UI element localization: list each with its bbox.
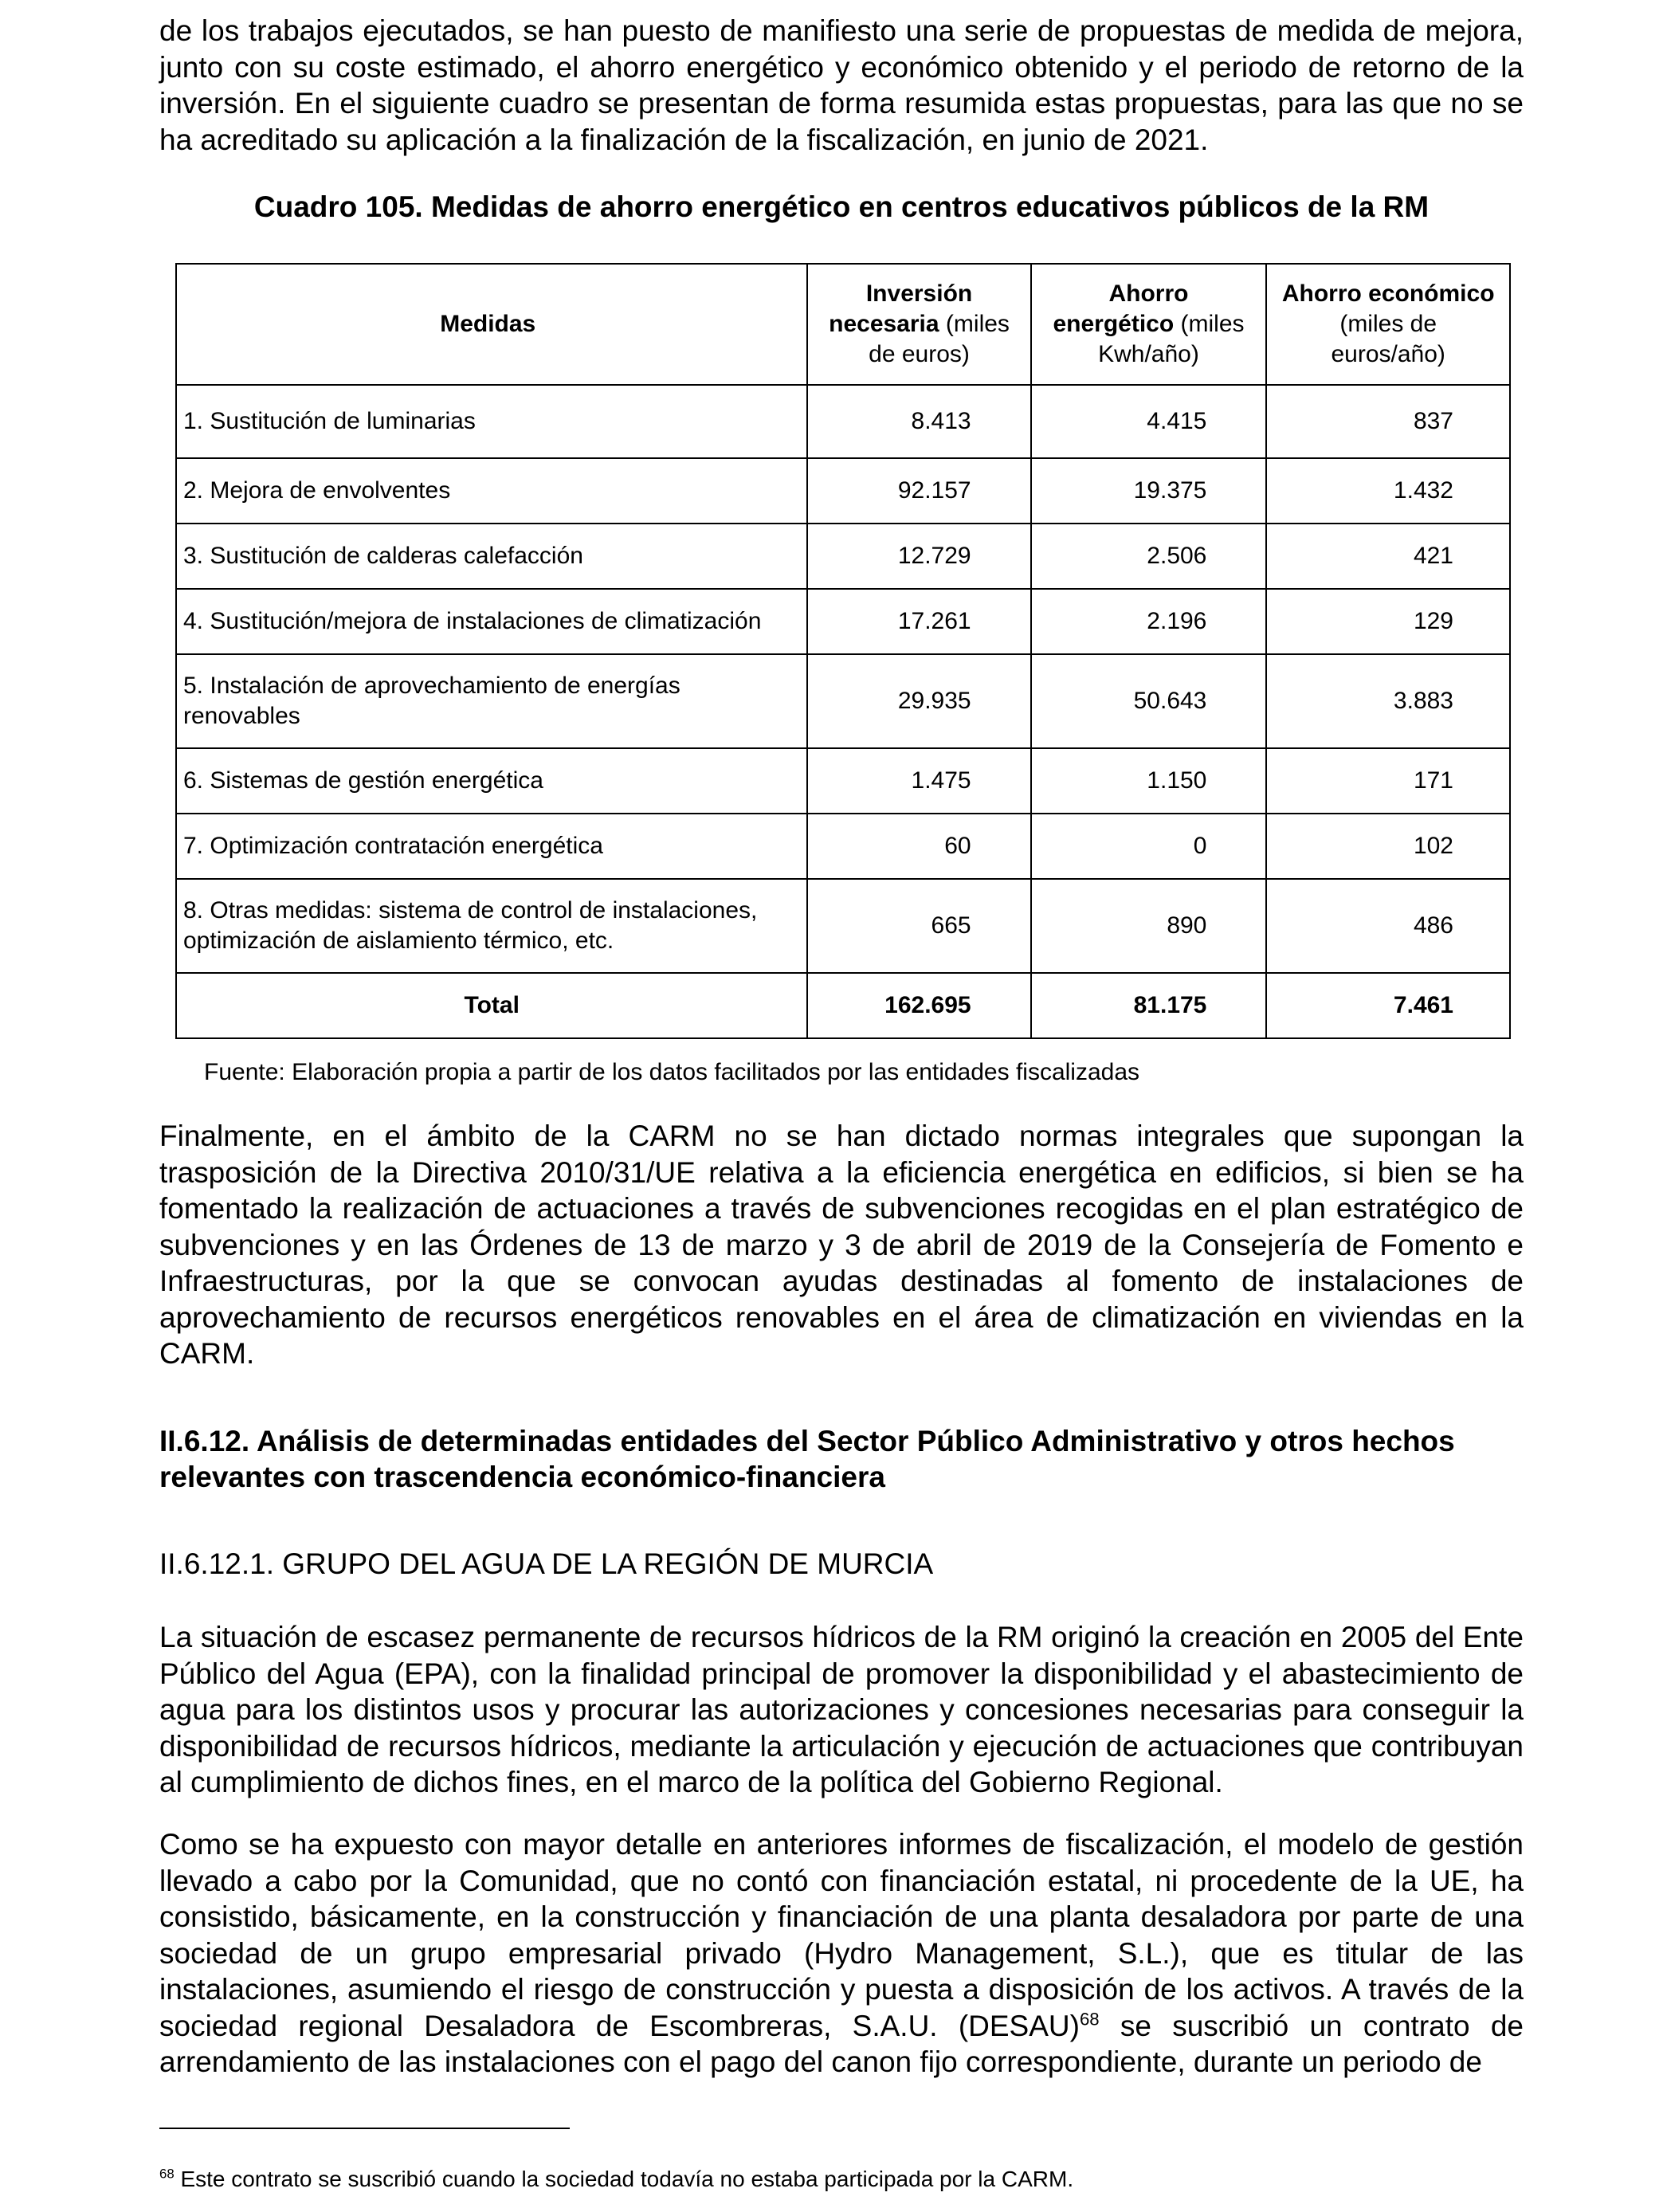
total-investment: 162.695	[807, 973, 1030, 1038]
footnote-number: 68	[159, 2166, 175, 2182]
measure-label: 4. Sustitución/mejora de instalaciones de climatización	[176, 589, 807, 654]
investment-value: 92.157	[807, 458, 1030, 524]
model-paragraph-part1: Como se ha expuesto con mayor detalle en anteriores informes de fiscalización, el modelo de gestión llevado a cabo por la Comunidad, que no contó con financiación estatal, ni procedente de la UE, ha consistido, básicamente, en la construcción y financiación de una planta desaladora por parte de una sociedad de un grupo empresarial privado (Hydro Management, S.L.), que es titular de las instalaciones, asumiendo el riesgo de construcción y puesta a disposición de los activos. A través de la sociedad regional Desaladora de Escombreras, S.A.U. (DESAU)	[159, 1828, 1524, 2042]
carm-paragraph: Finalmente, en el ámbito de la CARM no se han dictado normas integrales que supongan la trasposición de la Directiva 2010/31/UE relativa a la eficiencia energética en edificios, si bien se ha fomentado la realización de actuaciones a través de subvenciones recogidas en el plan estratégico de subvenciones y en las Órdenes de 13 de marzo y 3 de abril de 2019 de la Consejería de Fomento e Infraestructuras, por la que se convocan ayudas destinadas al fomento de instalaciones de aprovechamiento de recursos energéticos renovables en el área de climatización en viviendas en la CARM.	[159, 1120, 1524, 1370]
model-paragraph-part2: se suscribió un contrato de arrendamiento de las instalaciones con el pago del canon fijo correspondiente, durante un periodo de	[159, 2009, 1524, 2078]
header-measures: Medidas	[176, 264, 807, 385]
footnote-reference[interactable]: 68	[1079, 2009, 1100, 2030]
economic-value: 129	[1266, 589, 1510, 654]
total-label: Total	[176, 973, 807, 1038]
table-total-row	[176, 973, 1510, 1038]
economic-value: 171	[1266, 748, 1510, 814]
table-row	[176, 748, 1510, 814]
footnote	[159, 2166, 1073, 2193]
total-economic: 7.461	[1266, 973, 1510, 1038]
header-energy-saving: Ahorro energético (miles Kwh/año)	[1031, 264, 1267, 385]
total-energy: 81.175	[1031, 973, 1267, 1038]
energy-value: 1.150	[1031, 748, 1267, 814]
energy-measures-table	[175, 263, 1511, 1039]
measure-label: 1. Sustitución de luminarias	[176, 385, 807, 458]
measure-label: 6. Sistemas de gestión energética	[176, 748, 807, 814]
footnote-text: Este contrato se suscribió cuando la sociedad todavía no estaba participada por la CARM.	[174, 2167, 1074, 2191]
intro-paragraph: de los trabajos ejecutados, se han puesto de manifiesto una serie de propuestas de medida de mejora, junto con su coste estimado, el ahorro energético y económico obtenido y el periodo de retorno de la inversión. En el siguiente cuadro se presentan de forma resumida estas propuestas, para las que no se ha acreditado su aplicación a la finalización de la fiscalización, en junio de 2021.	[159, 14, 1524, 156]
investment-value: 12.729	[807, 524, 1030, 589]
table-row	[176, 458, 1510, 524]
economic-value: 102	[1266, 814, 1510, 879]
measure-label: 7. Optimización contratación energética	[176, 814, 807, 879]
measure-label: 3. Sustitución de calderas calefacción	[176, 524, 807, 589]
energy-value: 4.415	[1031, 385, 1267, 458]
economic-value: 486	[1266, 879, 1510, 973]
subsection-heading: II.6.12.1. GRUPO DEL AGUA DE LA REGIÓN DE MURCIA	[159, 1547, 934, 1580]
header-investment: Inversión necesaria (miles de euros)	[807, 264, 1030, 385]
header-economic-saving: Ahorro económico (miles de euros/año)	[1266, 264, 1510, 385]
table-caption: Cuadro 105. Medidas de ahorro energético en centros educativos públicos de la RM	[253, 190, 1430, 223]
table-row	[176, 524, 1510, 589]
energy-value: 50.643	[1031, 654, 1267, 748]
economic-value: 1.432	[1266, 458, 1510, 524]
energy-value: 0	[1031, 814, 1267, 879]
table-source: Fuente: Elaboración propia a partir de los datos facilitados por las entidades fiscalizadas	[204, 1059, 1140, 1085]
energy-value: 2.196	[1031, 589, 1267, 654]
investment-value: 17.261	[807, 589, 1030, 654]
table-row	[176, 589, 1510, 654]
economic-value: 3.883	[1266, 654, 1510, 748]
investment-value: 665	[807, 879, 1030, 973]
table-header-row	[176, 264, 1510, 385]
measure-label: 2. Mejora de envolventes	[176, 458, 807, 524]
investment-value: 60	[807, 814, 1030, 879]
epa-paragraph: La situación de escasez permanente de recursos hídricos de la RM originó la creación en 2005 del Ente Público del Agua (EPA), con la finalidad principal de promover la disponibilidad y el abastecimiento de agua para los distintos usos y procurar las autorizaciones y concesiones necesarias para conseguir la disponibilidad de recursos hídricos, mediante la articulación y ejecución de actuaciones que contribuyan al cumplimiento de dichos fines, en el marco de la política del Gobierno Regional.	[159, 1621, 1524, 1798]
footnote-separator	[159, 2128, 570, 2129]
economic-value: 837	[1266, 385, 1510, 458]
investment-value: 8.413	[807, 385, 1030, 458]
section-heading: II.6.12. Análisis de determinadas entidades del Sector Público Administrativo y otros hechos relevantes con trascendencia económico-financiera	[159, 1425, 1455, 1493]
table-row	[176, 814, 1510, 879]
energy-value: 19.375	[1031, 458, 1267, 524]
measure-label: 5. Instalación de aprovechamiento de energías renovables	[176, 654, 807, 748]
table-row	[176, 385, 1510, 458]
energy-value: 2.506	[1031, 524, 1267, 589]
measure-label: 8. Otras medidas: sistema de control de instalaciones, optimización de aislamiento térmico, etc.	[176, 879, 807, 973]
energy-value: 890	[1031, 879, 1267, 973]
investment-value: 1.475	[807, 748, 1030, 814]
economic-value: 421	[1266, 524, 1510, 589]
investment-value: 29.935	[807, 654, 1030, 748]
model-paragraph	[159, 1826, 1524, 2081]
table-row	[176, 879, 1510, 973]
table-row	[176, 654, 1510, 748]
